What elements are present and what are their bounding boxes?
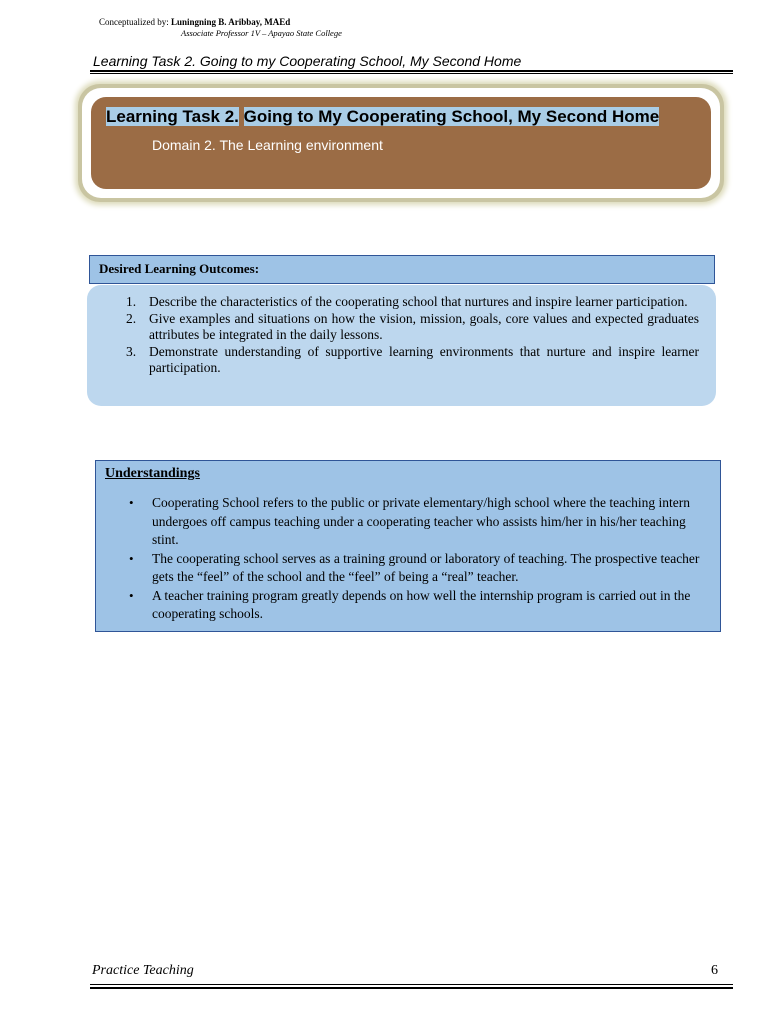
banner-title-part2: Going to My Cooperating School, My Second Home	[243, 107, 660, 126]
outcome-text: Describe the characteristics of the cooperating school that nurtures and inspire learner participation.	[149, 294, 688, 309]
outcome-text: Demonstrate understanding of supportive learning environments that nurture and inspire learner participation.	[149, 343, 699, 375]
outcome-item	[87, 311, 716, 344]
outcome-number: 2.	[126, 310, 137, 326]
understandings-heading: Understandings	[105, 466, 200, 481]
banner-title	[106, 106, 659, 127]
page-number: 6	[711, 963, 718, 978]
header-rule-thick	[90, 70, 733, 72]
author-name: Luningning B. Aribbay, MAEd	[170, 17, 291, 27]
understanding-item	[96, 587, 720, 624]
understanding-text: A teacher training program greatly depends on how well the internship program is carried out in the cooperating schools.	[152, 587, 691, 621]
credit-label: Conceptualized by:	[99, 17, 171, 27]
bullet-icon: •	[129, 550, 134, 566]
understanding-item	[96, 550, 720, 587]
author-role: Associate Professor 1V – Apayao State College	[181, 28, 342, 38]
bullet-icon: •	[129, 587, 134, 603]
footer-label: Practice Teaching	[92, 963, 194, 978]
understandings-list	[96, 494, 720, 624]
running-header: Learning Task 2. Going to my Cooperating School, My Second Home	[93, 53, 522, 69]
banner-title-part1: Learning Task 2.	[106, 107, 239, 126]
understanding-item	[96, 494, 720, 550]
outcomes-panel	[87, 285, 716, 406]
outcome-item	[87, 294, 716, 311]
understandings-box	[95, 460, 721, 632]
outcome-number: 3.	[126, 343, 137, 359]
understanding-text: The cooperating school serves as a training ground or laboratory of teaching. The prospective teacher gets the “feel” of the school and the “feel” of being a “real” teacher.	[152, 550, 700, 584]
banner-subtitle: Domain 2. The Learning environment	[152, 137, 383, 153]
header-rule-thin	[90, 73, 733, 74]
footer-rule-thin	[90, 984, 733, 985]
outcomes-header	[89, 255, 715, 284]
outcome-text: Give examples and situations on how the vision, mission, goals, core values and expected graduates attributes be integrated in the daily lessons.	[149, 310, 699, 342]
footer-rule-thick	[90, 987, 733, 989]
outcome-item	[87, 344, 716, 377]
outcome-number: 1.	[126, 294, 137, 309]
understanding-text: Cooperating School refers to the public or private elementary/high school where the teaching intern undergoes off campus teaching under a cooperating teacher who assists him/her in his/her teaching stint.	[152, 495, 690, 547]
outcomes-list	[87, 294, 716, 377]
outcomes-heading: Desired Learning Outcomes:	[99, 261, 260, 276]
author-credit	[99, 17, 342, 38]
bullet-icon: •	[129, 495, 134, 510]
